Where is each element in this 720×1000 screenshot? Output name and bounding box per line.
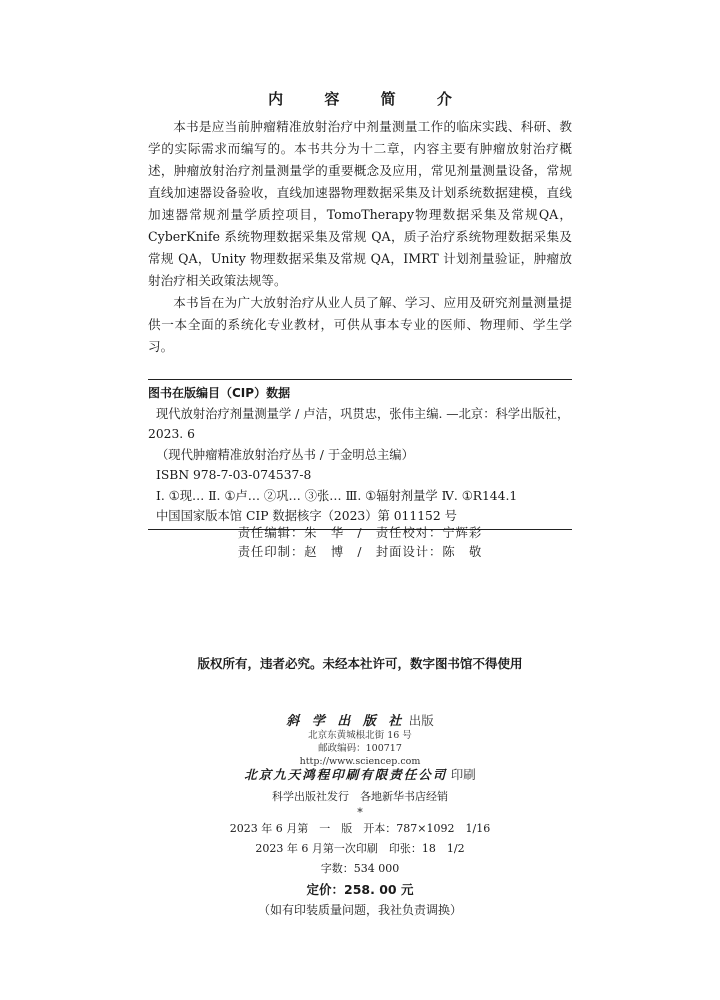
staff-line-production: 责任印制：赵 博 / 封面设计：陈 敬	[237, 545, 483, 559]
editorial-staff	[0, 524, 720, 562]
staff-line-editors: 责任编辑：朱 华 / 责任校对：宁辉彩	[237, 526, 483, 540]
cip-citation: 现代放射治疗剂量测量学 / 卢洁，巩贯忠，张伟主编. —北京：科学出版社，2023. 6	[148, 406, 570, 441]
publisher-address: 北京东黄城根北街 16 号	[308, 730, 412, 741]
quality-notice: （如有印装质量问题，我社负责调换）	[257, 903, 462, 917]
price-line: 定价：258. 00 元	[306, 882, 414, 897]
printer-line	[0, 768, 720, 783]
cip-data-block	[148, 379, 572, 530]
edition-line: 2023 年 6 月第 一 版 开本：787×1092 1/16	[229, 822, 491, 835]
page-title: 内 容 简 介	[268, 90, 470, 108]
publisher-postcode: 邮政编码：100717	[318, 743, 402, 754]
summary-paragraph-1: 本书是应当前肿瘤精准放射治疗中剂量测量工作的临床实践、科研、教学的实际需求而编写的。本书共分为十二章，内容主要有肿瘤放射治疗概述，肿瘤放射治疗剂量测量学的重要概念及应用，常见剂量测量设备，常规直线加速器设备验收，直线加速器物理数据采集及计划系统数据建模，直线加速器常规剂量学质控项目，TomoTherapy物理数据采集及常规QA，CyberKnife 系统物理数据采集及常规 QA，质子治疗系统物理数据采集及常规 QA，Unity 物理数据采集及常规 QA，IMRT 计划剂量验证，肿瘤放射治疗相关政策法规等。	[148, 119, 572, 288]
publisher-line	[0, 714, 720, 729]
copyright-notice: 版权所有，违者必究。未经本社许可，数字图书馆不得使用	[197, 656, 523, 671]
summary-paragraph-2: 本书旨在为广大放射治疗从业人员了解、学习、应用及研究剂量测量提供一本全面的系统化专业教材，可供从事本专业的医师、物理师、学生学习。	[148, 295, 572, 354]
printer-name: 北京九天鸿程印刷有限责任公司	[244, 767, 448, 782]
publication-info	[0, 714, 720, 919]
printing-line: 2023 年 6 月第一次印刷 印张：18 1/2	[255, 842, 465, 855]
cip-isbn: ISBN 978-7-03-074537-8	[156, 468, 312, 482]
printer-suffix: 印刷	[450, 767, 476, 782]
wordcount-line: 字数：534 000	[320, 862, 400, 875]
publisher-suffix: 出版	[408, 713, 434, 728]
cip-series: （现代肿瘤精准放射治疗丛书 / 于金明总主编）	[156, 447, 414, 462]
content-summary	[148, 116, 572, 358]
cip-classification: Ⅰ. ①现… Ⅱ. ①卢… ②巩… ③张… Ⅲ. ①辐射剂量学 Ⅳ. ①R144.1	[156, 488, 518, 503]
publisher-name: 斜 学 出 版 社	[286, 714, 406, 729]
cip-heading: 图书在版编目（CIP）数据	[148, 386, 291, 400]
cip-record-number: 中国国家版本馆 CIP 数据核字（2023）第 011152 号	[156, 509, 457, 523]
distribution-line: 科学出版社发行 各地新华书店经销	[272, 790, 448, 803]
separator-mark: *	[357, 806, 363, 819]
publisher-url: http://www.sciencep.com	[299, 756, 421, 767]
